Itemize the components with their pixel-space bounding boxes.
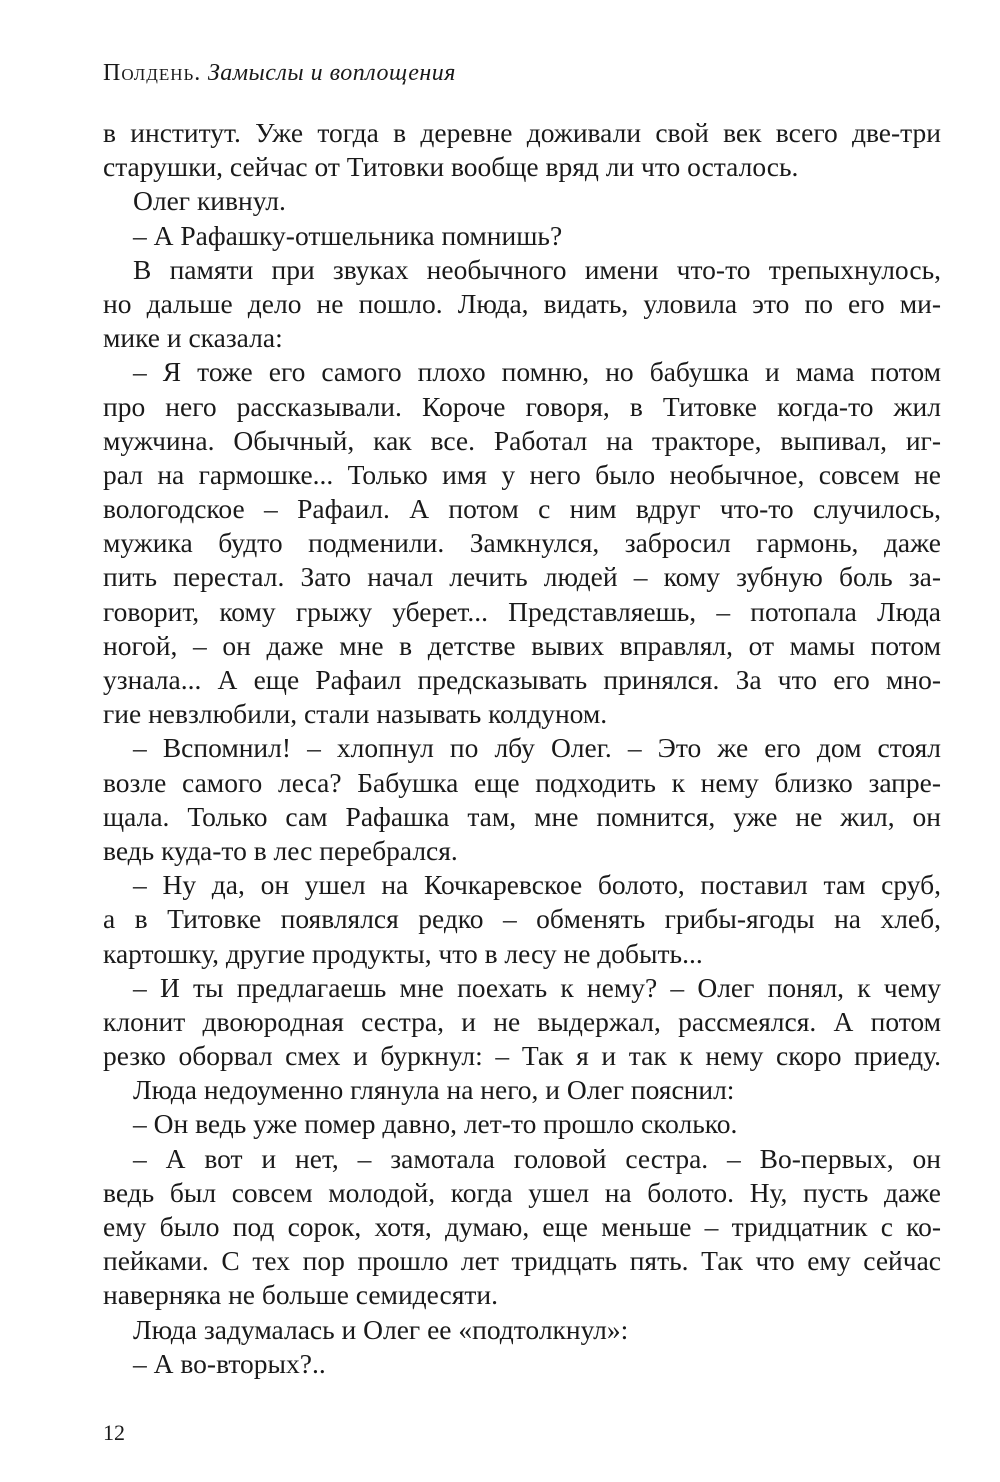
text-line: узнала... А еще Рафаил предсказывать принялся. За что его мно-	[103, 664, 941, 695]
text-line: наверняка не больше семидесяти.	[103, 1279, 499, 1311]
text-line: – И ты предлагаешь мне поехать к нему? – Олег понял, к чему	[133, 971, 941, 1003]
text-line: ведь был совсем молодой, когда ушел на болото. Ну, пусть даже	[103, 1176, 941, 1208]
text-line: Люда задумалась и Олег ее «подтолкнул»:	[133, 1313, 629, 1345]
text-line: Олег кивнул.	[133, 185, 286, 217]
text-line: гие невзлюбили, стали называть колдуном.	[103, 698, 608, 730]
text-line: а в Титовке появлялся редко – обменять грибы-ягоды на хлеб,	[103, 903, 941, 935]
text-line: говорит, кому грыжу уберет... Представляешь, – потопала Люда	[103, 595, 941, 627]
text-line: резко оборвал смех и буркнул: – Так я и так к нему скоро приеду.	[103, 1040, 941, 1072]
page-number: 12	[103, 1420, 125, 1445]
text-line: возле самого леса? Бабушка еще подходить к нему близко запре-	[103, 766, 941, 798]
text-line: в институт. Уже тогда в деревне доживали свой век всего две-три	[103, 117, 941, 148]
text-line: мике и сказала:	[103, 322, 283, 354]
text-line: – Ну да, он ушел на Кочкаревское болото, поставил там сруб,	[133, 869, 941, 901]
text-line: мужика будто подменили. Замкнулся, забросил гармонь, даже	[103, 527, 941, 559]
text-line: ногой, – он даже мне в детстве вывих вправлял, от мамы потом	[103, 629, 941, 661]
text-line: картошку, другие продукты, что в лесу не добыть...	[103, 937, 703, 969]
text-line: вологодское – Рафаил. А потом с ним вдруг что-то случилось,	[103, 493, 941, 525]
text-line: – А во-вторых?..	[133, 1347, 326, 1379]
text-line: ведь куда-то в лес перебрался.	[103, 834, 458, 866]
text-line: щала. Только сам Рафашка там, мне помнится, уже не жил, он	[103, 800, 941, 832]
running-head-subtitle: Замыслы и воплощения	[207, 60, 456, 86]
text-line: – Он ведь уже помер давно, лет-то прошло сколько.	[133, 1108, 738, 1140]
text-line: старушки, сейчас от Титовки вообще вряд ли что осталось.	[103, 151, 799, 183]
text-line: ему было под сорок, хотя, думаю, еще меньше – тридцатник с ко-	[103, 1211, 941, 1242]
text-line: – А вот и нет, – замотала головой сестра. – Во-первых, он	[133, 1142, 941, 1174]
text-line: рал на гармошке... Только имя у него было необычное, совсем не	[103, 458, 941, 490]
text-line: В памяти при звуках необычного имени что-то трепыхнулось,	[133, 253, 941, 285]
body-text	[103, 116, 941, 1381]
text-line: но дальше дело не пошло. Люда, видать, уловила это по его ми-	[103, 287, 941, 319]
text-line: Люда недоуменно глянула на него, и Олег пояснил:	[133, 1074, 735, 1106]
text-line: – Вспомнил! – хлопнул по лбу Олег. – Это же его дом стоял	[133, 732, 941, 764]
text-line: – Я тоже его самого плохо помню, но бабушка и мама потом	[133, 356, 941, 388]
text-line: пить перестал. Зато начал лечить людей – кому зубную боль за-	[103, 561, 941, 593]
text-line: про него рассказывали. Короче говоря, в Титовке когда-то жил	[103, 390, 941, 422]
text-line: мужчина. Обычный, как все. Работал на тракторе, выпивал, иг-	[103, 424, 941, 456]
text-line: клонит двоюродная сестра, и не выдержал, рассмеялся. А потом	[103, 1005, 941, 1037]
running-head	[103, 60, 456, 87]
text-line: пейками. С тех пор прошло лет тридцать пять. Так что ему сейчас	[103, 1245, 941, 1277]
text-line: – А Рафашку-отшельника помнишь?	[133, 219, 563, 251]
running-head-section: Полдень.	[103, 60, 202, 86]
